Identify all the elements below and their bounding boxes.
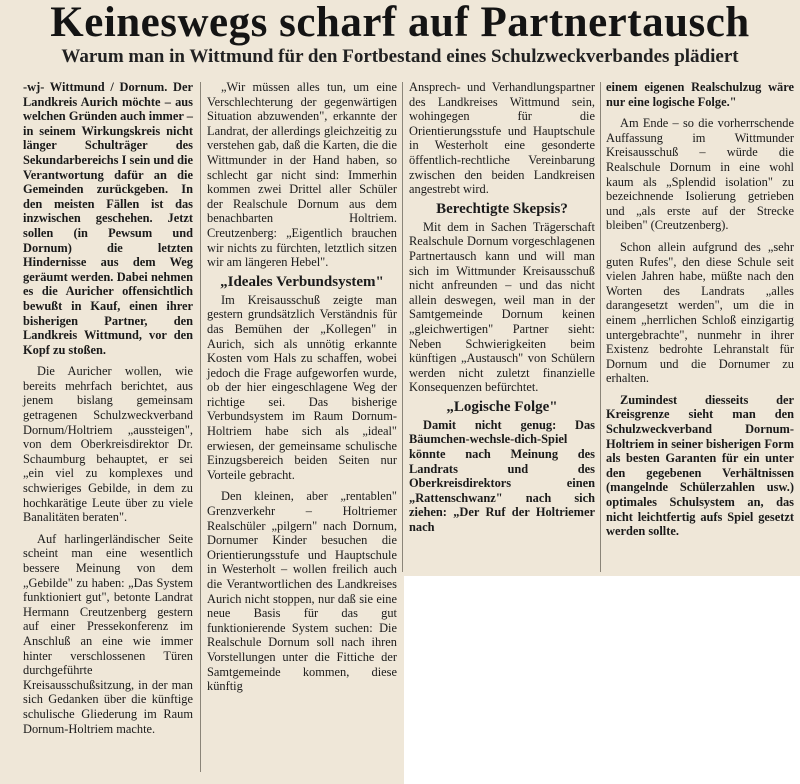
blank-area bbox=[404, 576, 800, 784]
paragraph: Im Kreisausschuß zeigte man gestern grundsätzlich Verständnis für das Bemühen der „Kollegen" in Aurich, sich als unnötig erkannte Kosten vom Hals zu schaffen, wobei jedoch die Frage aufgeworfen wurde, ob der hier eingeschlagene Weg der richtige sei. Das bisherige Verbundsystem im Raum Dornum-Holtriem habe sich als „ideal" erwiesen, der gemeinsame schulische Einzugsbereich beiden Seiten nur Vorteile gebracht. bbox=[207, 292, 397, 482]
paragraph: Mit dem in Sachen Trägerschaft Realschule Dornum vorgeschlagenen Partnertausch kann und will man sich im Wittmunder Kreisausschuß nicht anfreunden – und das nicht allein deswegen, weil man in der Samtgemeinde Dornum keinen „gleichwertigen" Partner sieht: Neben Schwierigkeiten beim künftigen „Austausch" von Schülern werden nicht zuletzt finanzielle Konsequenzen befürchtet. bbox=[409, 219, 595, 395]
column-rule bbox=[200, 82, 201, 772]
paragraph: „Wir müssen alles tun, um eine Verschlechterung der gegenwärtigen Situation abzuwenden", erkannte der Landrat, der allerdings gleichzeitig zu verstehen gab, daß die Karten, die die Wittmunder in der Hand haben, so schlecht gar nicht sind: Immerhin kommen zwei Drittel aller Schüler der Realschule Dornum aus dem benachbarten Holtriem. Creutzenberg: „Eigentlich brauchen wir nichts zu fürchten, letztlich sitzen wir am längeren Hebel". bbox=[207, 80, 397, 270]
paragraph: Damit nicht genug: Das Bäumchen-wechsle-dich-Spiel könnte nach Meinung des Landrats und des Oberkreisdirektors einen „Rattenschwanz" nach sich ziehen: „Der Ruf der Holtriemer nach bbox=[409, 417, 595, 535]
column-4 bbox=[606, 80, 794, 539]
headline: Keineswegs scharf auf Partnertausch bbox=[50, 0, 750, 46]
paragraph: Auf harlingerländischer Seite scheint man eine wesentlich bessere Meinung von dem „Gebilde" zu haben: „Das System funktioniert gut", betonte Landrat Hermann Creutzenberg gestern auf einer Pressekonferenz im Anschluß an eine wie immer hinter verschlossenen Türen durchgeführte Kreisausschußsitzung, in der man sich Gedanken über die künftige schulische Gliederung im Raum Dornum-Holtriem machte. bbox=[23, 531, 193, 736]
column-3 bbox=[409, 80, 595, 535]
section-heading: „Ideales Verbundsystem" bbox=[220, 273, 384, 290]
section-heading: Berechtigte Skepsis? bbox=[436, 200, 568, 217]
lead-paragraph: -wj- Wittmund / Dornum. Der Landkreis Aurich möchte – aus welchen Gründen auch immer – in seinem Wirkungskreis nicht länger Schulträger des Sekundarbereichs I sein und die Verantwortung dafür an die Gemeinden zurückgeben. In den meisten Fällen ist das inzwischen geschehen. Jetzt sollen (in Pewsum und Dornum) die letzten Hindernisse aus dem Weg geräumt werden. Dabei nehmen es die Auricher offensichtlich bewußt in Kauf, einen ihrer bisherigen Partner, den Landkreis Wittmund, vor den Kopf zu stoßen. bbox=[23, 80, 193, 357]
column-rule bbox=[402, 82, 403, 572]
paragraph: Ansprech- und Verhandlungspartner des Landkreises Wittmund sein, wohingegen für die Orientierungsstufe und Hauptschule in Westerholt eine gesonderte öffentlich-rechtliche Vereinbarung zwischen den beiden Landkreisen angestrebt wird. bbox=[409, 80, 595, 197]
paragraph: Schon allein aufgrund des „sehr guten Rufes", den diese Schule seit vielen Jahren habe, müßte nach den Worten des Landrats „alles darangesetzt werden", um die in einem „herrlichen Schloß einzigartig untergebrachte", nunmehr in ihrer Existenz bedrohte Lehranstalt für Dornum und die Dornumer zu erhalten. bbox=[606, 239, 794, 386]
column-2 bbox=[207, 80, 397, 694]
paragraph: Den kleinen, aber „rentablen" Grenzverkehr – Holtriemer Realschüler „pilgern" nach Dornum, Dornumer Kinder besuchen die Orientierungsstufe und Hauptschule in Westerholt – wollen freilich auch die Verantwortlichen des Landkreises Aurich nicht stoppen, nur daß sie eine neue Basis für das gut funktionierende System suchen: Die Realschule Dornum soll nach ihren Vorstellungen unter die Fittiche der Samtgemeinde kommen, diese künftig bbox=[207, 489, 397, 694]
column-1 bbox=[23, 80, 193, 736]
section-heading: „Logische Folge" bbox=[446, 398, 558, 415]
paragraph: Zumindest diesseits der Kreisgrenze sieht man den Schulzweckverband Dornum-Holtriem in seiner bisherigen Form als besten Garanten für ein unter den gegebenen Verhältnissen (mangelnde Schülerzahlen usw.) optimales Schulsystem an, das nicht leichtfertig aufs Spiel gesetzt werden sollte. bbox=[606, 392, 794, 539]
column-rule bbox=[600, 82, 601, 572]
paragraph: Am Ende – so die vorherrschende Auffassung im Wittmunder Kreisausschuß – würde die Realschule Dornum in eine wohl kaum als „Splendid isolation" zu bezeichnende Isolierung getrieben und „als erste auf der Strecke bleiben" (Creutzenberg). bbox=[606, 116, 794, 233]
paragraph: Die Auricher wollen, wie bereits mehrfach berichtet, aus jenem bislang gemeinsam getragenen Schulzweckverband Dornum/Holtriem „aussteigen", von dem Oberkreisdirektor Dr. Schaumburg behauptet, er sei „ein viel zu komplexes und schwieriges Gebilde, in dem zu hochkarätige Leute über zu viele Banalitäten beraten". bbox=[23, 364, 193, 525]
subheadline: Warum man in Wittmund für den Fortbestand eines Schulzweckverbandes plädiert bbox=[61, 46, 739, 67]
paragraph: einem eigenen Realschulzug wäre nur eine logische Folge." bbox=[606, 80, 794, 109]
